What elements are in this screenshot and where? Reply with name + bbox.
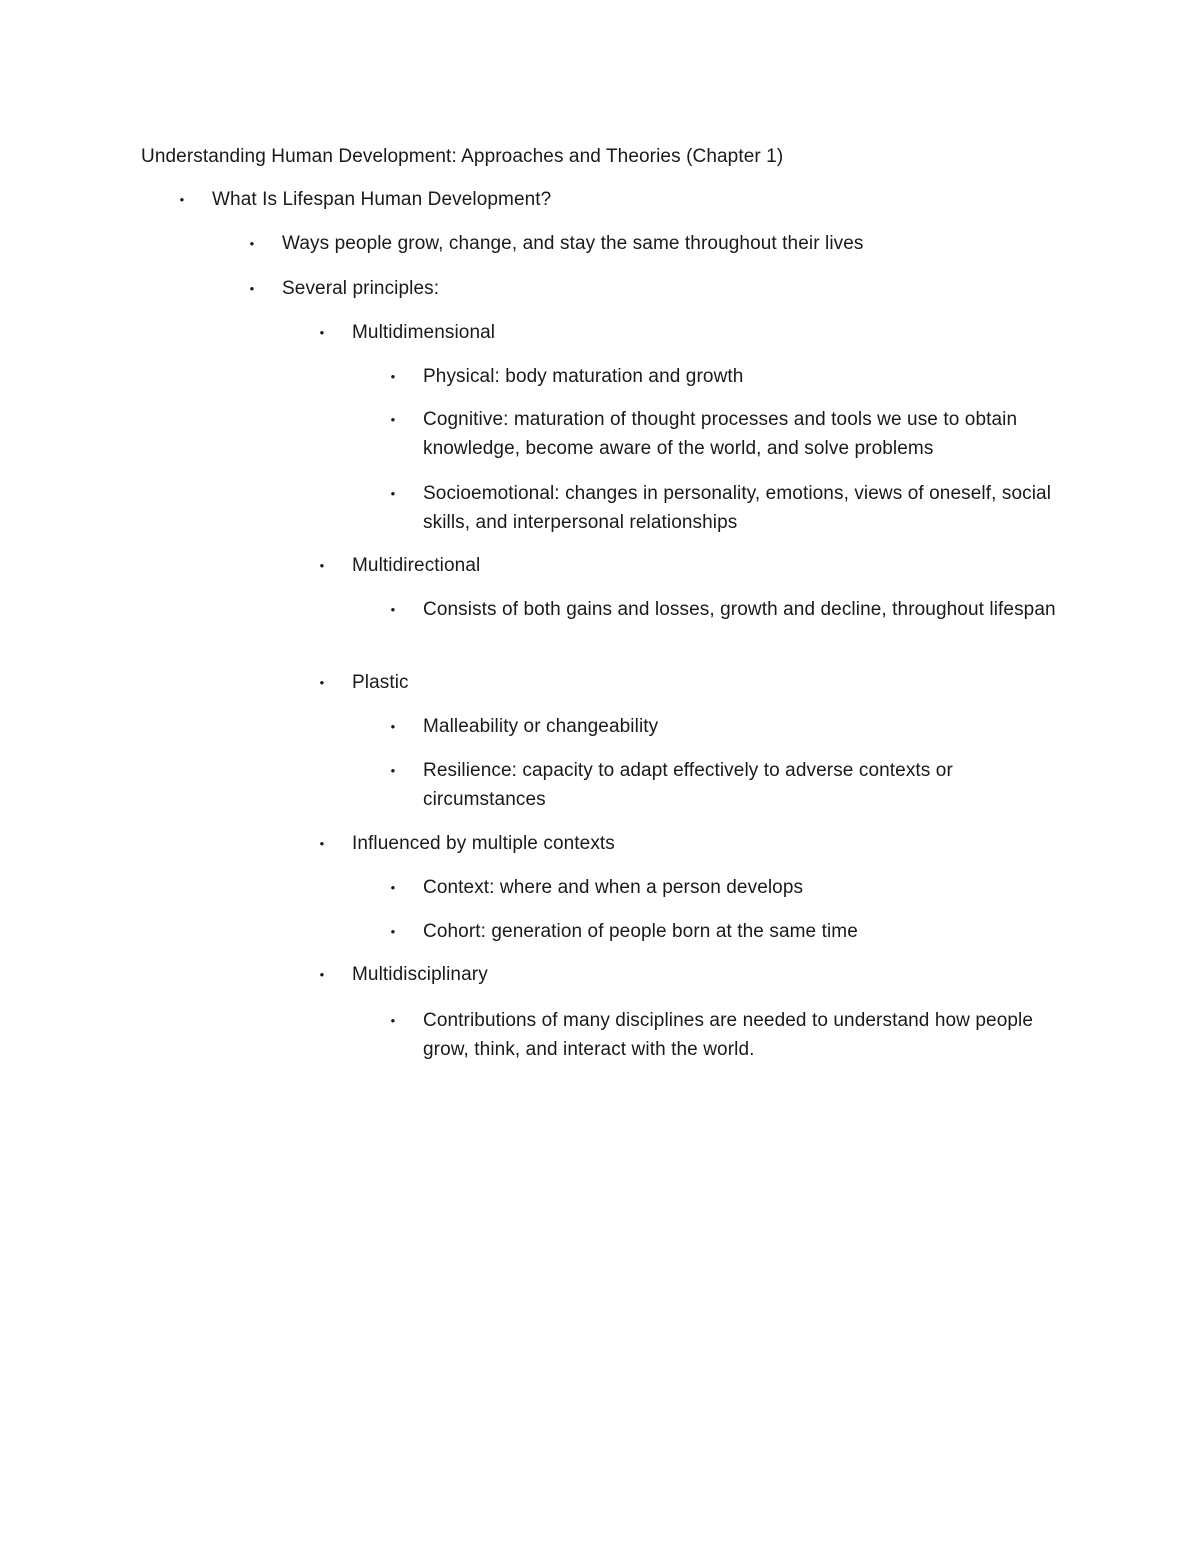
list-item [319, 318, 1112, 347]
list-item [319, 829, 1112, 858]
list-item [319, 960, 1112, 989]
list-item [179, 185, 1112, 214]
bullet-icon: • [319, 558, 325, 573]
bullet-icon: • [319, 967, 325, 982]
list-item-text: Socioemotional: changes in personality, emotions, views of oneself, social skills, and interpersonal relationships [423, 483, 1052, 533]
list-item [249, 274, 1112, 303]
bullet-icon: • [319, 675, 325, 690]
list-item-text: Resilience: capacity to adapt effectively to adverse contexts or circumstances [423, 760, 953, 810]
list-item-text: Cohort: generation of people born at the same time [423, 921, 858, 942]
bullet-icon: • [390, 924, 396, 939]
bullet-icon: • [249, 236, 255, 251]
list-item-text: Plastic [352, 672, 409, 693]
list-item-text: Multidirectional [352, 555, 481, 576]
list-item-text: What Is Lifespan Human Development? [212, 189, 552, 210]
document-title: Understanding Human Development: Approaches and Theories (Chapter 1) [141, 146, 784, 167]
list-item-text: Multidisciplinary [352, 964, 488, 985]
list-item-text: Physical: body maturation and growth [423, 366, 744, 387]
bullet-icon: • [390, 602, 396, 617]
list-item [390, 917, 1063, 946]
list-item [390, 873, 1063, 902]
list-item-text: Several principles: [282, 278, 440, 299]
list-item [390, 1006, 1063, 1064]
bullet-icon: • [319, 325, 325, 340]
list-item [390, 712, 1063, 741]
list-item [249, 229, 1112, 258]
bullet-icon: • [390, 412, 396, 427]
bullet-icon: • [390, 763, 396, 778]
bullet-icon: • [390, 880, 396, 895]
bullet-icon: • [390, 486, 396, 501]
bullet-icon: • [390, 719, 396, 734]
bullet-icon: • [390, 1013, 396, 1028]
list-item [390, 362, 1063, 391]
list-item-text: Influenced by multiple contexts [352, 833, 615, 854]
list-item-text: Consists of both gains and losses, growth and decline, throughout lifespan [423, 599, 1056, 620]
list-item-text: Cognitive: maturation of thought processes and tools we use to obtain knowledge, become aware of the world, and solve problems [423, 409, 1018, 459]
bullet-icon: • [179, 192, 185, 207]
list-item-text: Contributions of many disciplines are needed to understand how people grow, think, and interact with the world. [423, 1010, 1034, 1060]
list-item [319, 668, 1112, 697]
list-item-text: Multidimensional [352, 322, 496, 343]
bullet-icon: • [249, 281, 255, 296]
list-item [390, 756, 1063, 814]
bullet-icon: • [319, 836, 325, 851]
list-item-text: Malleability or changeability [423, 716, 659, 737]
list-item-text: Ways people grow, change, and stay the same throughout their lives [282, 233, 864, 254]
list-item [319, 551, 1112, 580]
list-item-text: Context: where and when a person develops [423, 877, 804, 898]
bullet-icon: • [390, 369, 396, 384]
list-item [390, 595, 1063, 624]
list-item [390, 405, 1063, 463]
list-item [390, 479, 1063, 537]
